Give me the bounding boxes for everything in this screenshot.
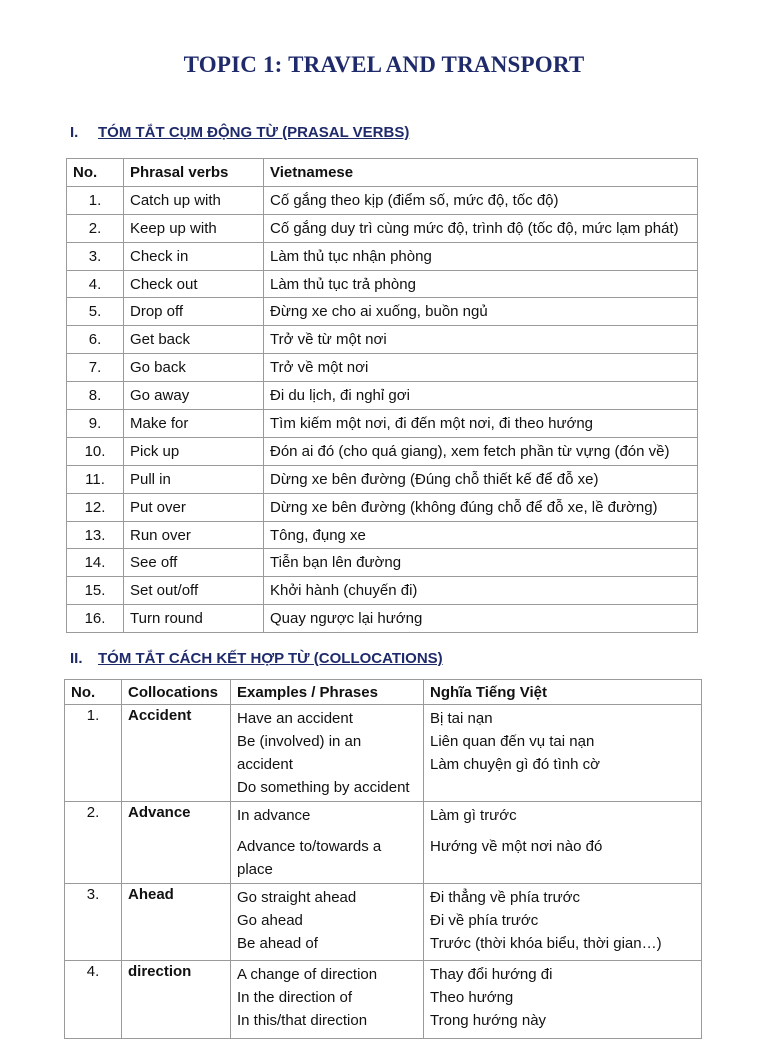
- column-header-collocations: Collocations: [122, 680, 231, 705]
- page-title: TOPIC 1: TRAVEL AND TRANSPORT: [183, 52, 585, 77]
- row-number: 10.: [67, 437, 124, 465]
- meaning-text: Thay đổi hướng đi: [430, 966, 553, 983]
- collocation-word: Accident: [122, 705, 231, 802]
- examples-cell: [231, 802, 424, 884]
- table-header-row: [65, 680, 702, 705]
- meaning-text: Bị tai nạn: [430, 710, 493, 727]
- vietnamese-meaning: Dừng xe bên đường (Đúng chỗ thiết kế để đỗ xe): [264, 465, 698, 493]
- row-number: 16.: [67, 605, 124, 633]
- example-phrase: Do something by accident: [237, 779, 410, 796]
- row-number: 11.: [67, 465, 124, 493]
- meaning-text: Đi thẳng về phía trước: [430, 889, 580, 906]
- example-phrase: In the direction of: [237, 989, 353, 1006]
- vietnamese-meaning: Dừng xe bên đường (không đúng chỗ để đỗ xe, lề đường): [264, 493, 698, 521]
- vietnamese-meaning: Khởi hành (chuyến đi): [264, 577, 698, 605]
- vietnamese-meaning: Đừng xe cho ai xuống, buồn ngủ: [264, 298, 698, 326]
- row-number: 7.: [67, 354, 124, 382]
- meaning-text: Trước (thời khóa biểu, thời gian…): [430, 935, 662, 952]
- row-number: 4.: [65, 961, 122, 1039]
- collocations-table: [64, 679, 702, 1039]
- table-row: [67, 382, 698, 410]
- vietnamese-meaning: Tiễn bạn lên đường: [264, 549, 698, 577]
- table-row: [67, 549, 698, 577]
- meaning-text: Liên quan đến vụ tai nạn: [430, 733, 595, 750]
- meanings-cell: [424, 705, 702, 802]
- column-header-phrasal-verbs: Phrasal verbs: [124, 159, 264, 187]
- section-title: TÓM TẮT CÁCH KẾT HỢP TỪ (COLLOCATIONS): [98, 650, 443, 667]
- vietnamese-meaning: Làm thủ tục nhận phòng: [264, 242, 698, 270]
- table-row: [65, 884, 702, 961]
- meaning-text: Làm gì trước: [430, 807, 517, 824]
- phrasal-verb: Drop off: [124, 298, 264, 326]
- examples-cell: [231, 884, 424, 961]
- meaning-text: Theo hướng: [430, 989, 514, 1006]
- column-header-examples: Examples / Phrases: [231, 680, 424, 705]
- phrasal-verb: Catch up with: [124, 186, 264, 214]
- meaning-text: Làm chuyện gì đó tình cờ: [430, 756, 600, 773]
- table-row: [67, 214, 698, 242]
- collocation-word: Advance: [122, 802, 231, 884]
- phrasal-verb: Get back: [124, 326, 264, 354]
- phrasal-verb: Set out/off: [124, 577, 264, 605]
- section-title: TÓM TẮT CỤM ĐỘNG TỪ (PRASAL VERBS): [98, 124, 410, 141]
- row-number: 13.: [67, 521, 124, 549]
- section-number: II.: [70, 650, 83, 667]
- meanings-cell: [424, 884, 702, 961]
- meaning-text: Đi về phía trước: [430, 912, 539, 929]
- vietnamese-meaning: Quay ngược lại hướng: [264, 605, 698, 633]
- collocation-word: Ahead: [122, 884, 231, 961]
- table-row: [67, 465, 698, 493]
- table-row: [67, 437, 698, 465]
- meanings-cell: [424, 802, 702, 884]
- section-number: I.: [70, 124, 79, 141]
- row-number: 12.: [67, 493, 124, 521]
- phrasal-verb: See off: [124, 549, 264, 577]
- table-row: [67, 521, 698, 549]
- row-number: 3.: [67, 242, 124, 270]
- collocation-word: direction: [122, 961, 231, 1039]
- examples-cell: [231, 961, 424, 1039]
- phrasal-verb: Pick up: [124, 437, 264, 465]
- phrasal-verb: Turn round: [124, 605, 264, 633]
- section-heading-phrasal-verbs: [70, 124, 409, 141]
- table-row: [67, 326, 698, 354]
- phrasal-verb: Run over: [124, 521, 264, 549]
- example-phrase: In this/that direction: [237, 1012, 368, 1029]
- row-number: 1.: [65, 705, 122, 802]
- phrasal-verb: Keep up with: [124, 214, 264, 242]
- phrasal-verb: Check in: [124, 242, 264, 270]
- vietnamese-meaning: Tông, đụng xe: [264, 521, 698, 549]
- table-header-row: [67, 159, 698, 187]
- table-row: [65, 802, 702, 884]
- vietnamese-meaning: Trở về một nơi: [264, 354, 698, 382]
- table-row: [65, 961, 702, 1039]
- meanings-cell: [424, 961, 702, 1039]
- phrasal-verbs-table: [66, 158, 698, 633]
- vietnamese-meaning: Trở về từ một nơi: [264, 326, 698, 354]
- row-number: 4.: [67, 270, 124, 298]
- vietnamese-meaning: Đón ai đó (cho quá giang), xem fetch phần từ vựng (đón về): [264, 437, 698, 465]
- example-phrase: Go ahead: [237, 912, 303, 929]
- vietnamese-meaning: Cố gắng theo kịp (điểm số, mức độ, tốc độ): [264, 186, 698, 214]
- column-header-no: No.: [67, 159, 124, 187]
- phrasal-verb: Go away: [124, 382, 264, 410]
- phrasal-verb: Make for: [124, 410, 264, 438]
- row-number: 6.: [67, 326, 124, 354]
- column-header-no: No.: [65, 680, 122, 705]
- table-row: [67, 186, 698, 214]
- vietnamese-meaning: Tìm kiếm một nơi, đi đến một nơi, đi theo hướng: [264, 410, 698, 438]
- table-row: [67, 577, 698, 605]
- phrasal-verb: Go back: [124, 354, 264, 382]
- example-phrase: Be (involved) in an accident: [237, 733, 362, 773]
- example-phrase: A change of direction: [237, 966, 378, 983]
- table-row: [67, 410, 698, 438]
- vietnamese-meaning: Làm thủ tục trả phòng: [264, 270, 698, 298]
- example-phrase: In advance: [237, 807, 311, 824]
- column-header-vietnamese: Vietnamese: [264, 159, 698, 187]
- row-number: 9.: [67, 410, 124, 438]
- example-phrase: Advance to/towards a place: [237, 838, 382, 878]
- example-phrase: Have an accident: [237, 710, 353, 727]
- table-row: [65, 705, 702, 802]
- table-row: [67, 605, 698, 633]
- examples-cell: [231, 705, 424, 802]
- row-number: 15.: [67, 577, 124, 605]
- table-row: [67, 493, 698, 521]
- example-phrase: Go straight ahead: [237, 889, 357, 906]
- meaning-text: Trong hướng này: [430, 1012, 547, 1029]
- table-row: [67, 298, 698, 326]
- phrasal-verb: Pull in: [124, 465, 264, 493]
- row-number: 2.: [67, 214, 124, 242]
- vietnamese-meaning: Cố gắng duy trì cùng mức độ, trình độ (tốc độ, mức lạm phát): [264, 214, 698, 242]
- section-heading-collocations: [70, 650, 443, 667]
- table-row: [67, 242, 698, 270]
- meaning-text: Hướng về một nơi nào đó: [430, 838, 603, 855]
- phrasal-verb: Put over: [124, 493, 264, 521]
- row-number: 5.: [67, 298, 124, 326]
- example-phrase: Be ahead of: [237, 935, 318, 952]
- column-header-meaning: Nghĩa Tiếng Việt: [424, 680, 702, 705]
- table-row: [67, 354, 698, 382]
- phrasal-verb: Check out: [124, 270, 264, 298]
- row-number: 2.: [65, 802, 122, 884]
- row-number: 3.: [65, 884, 122, 961]
- row-number: 8.: [67, 382, 124, 410]
- row-number: 1.: [67, 186, 124, 214]
- vietnamese-meaning: Đi du lịch, đi nghỉ gơi: [264, 382, 698, 410]
- row-number: 14.: [67, 549, 124, 577]
- table-row: [67, 270, 698, 298]
